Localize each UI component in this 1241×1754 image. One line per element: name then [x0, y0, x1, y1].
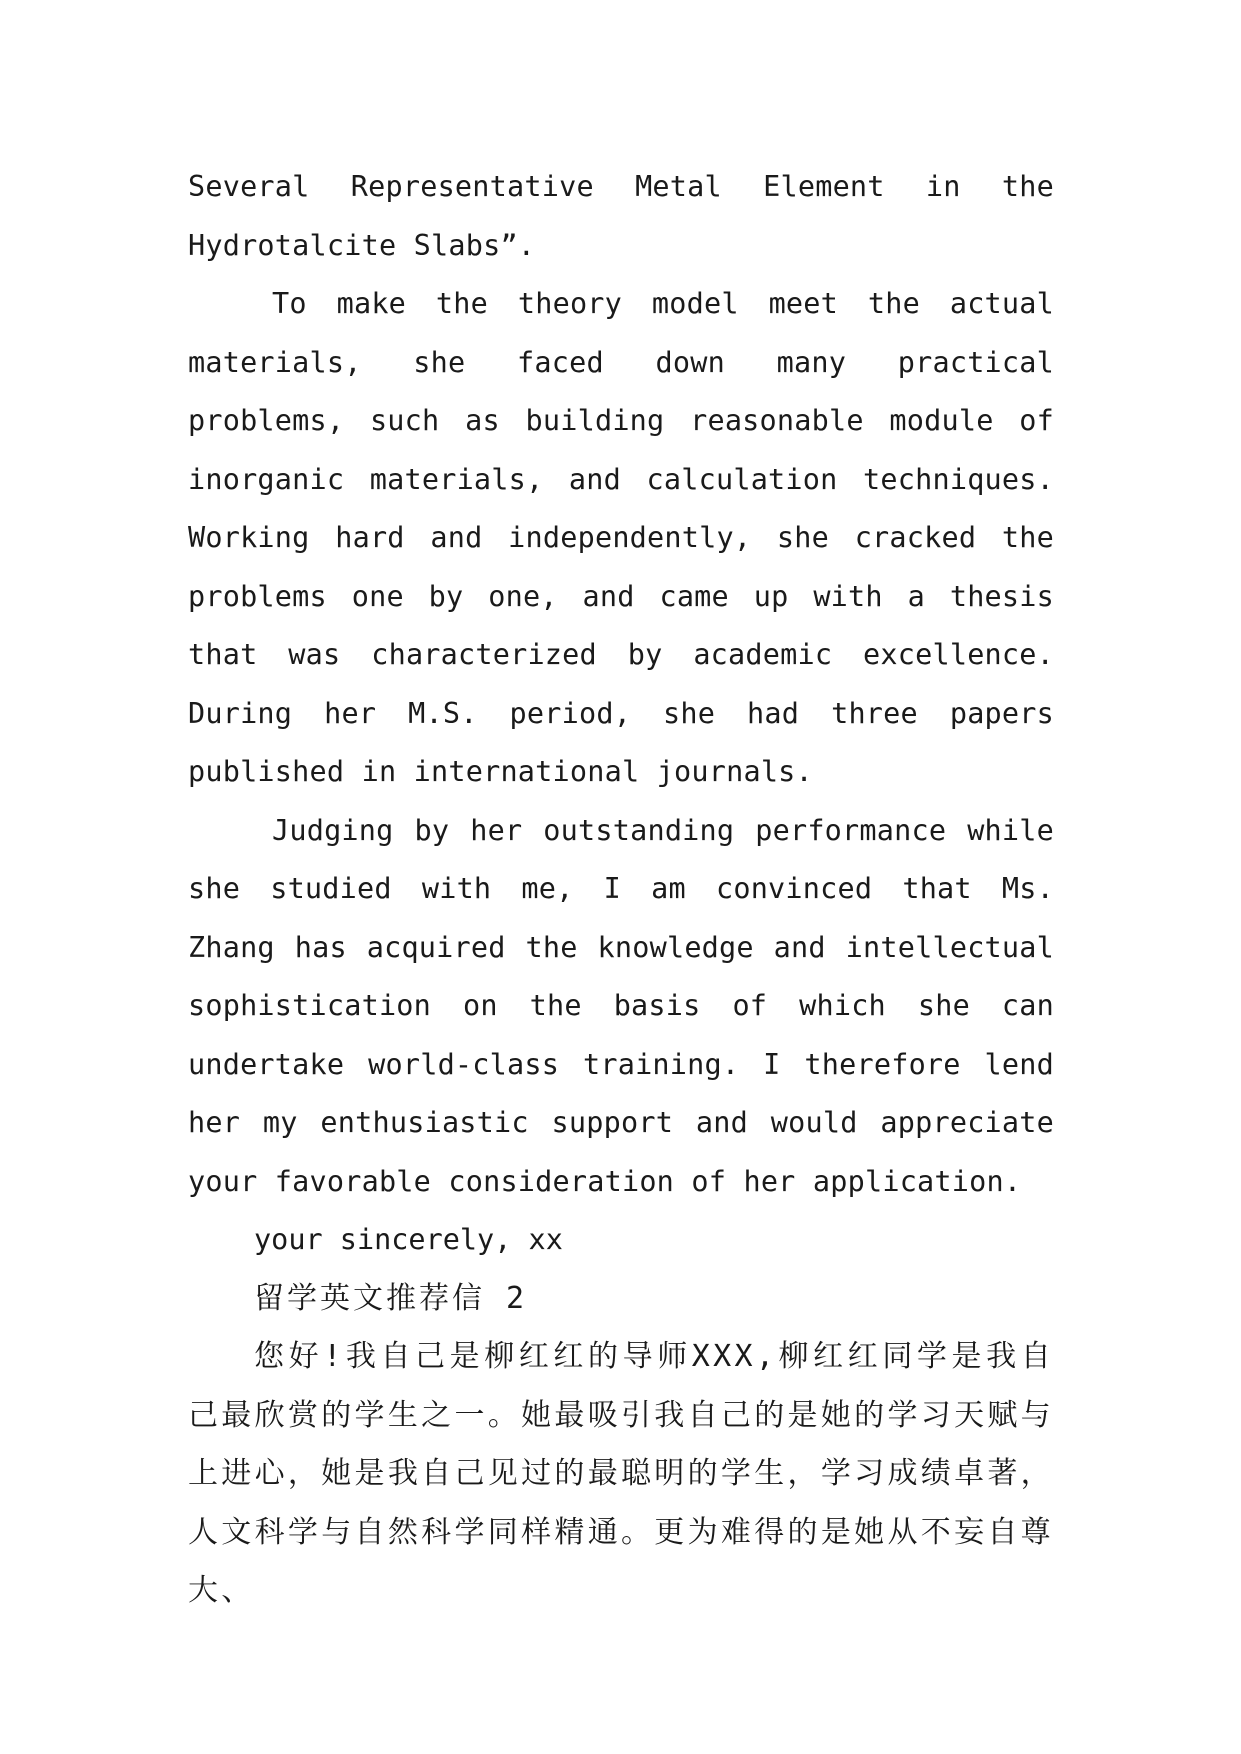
- paragraph-theory-model: To make the theory model meet the actual materials, she faced down many practical problems, such as building reasonable module of inorganic materials, and calculation techniques. Working hard and independently, she cracked the problems one by one, and came up with a thesis that was characterized by academic excellence. During her M.S. period, she had three papers published in international journals.: [188, 287, 1054, 788]
- paragraph-continued: Several Representative Metal Element in the Hydrotalcite Slabs”.: [188, 170, 1054, 262]
- paragraph-chinese: 您好!我自己是柳红红的导师XXX,柳红红同学是我自己最欣赏的学生之一。她最吸引我自己的是她的学习天赋与上进心，她是我自己见过的最聪明的学生，学习成绩卓著，人文科学与自然科学同样精通。更为难得的是她从不妄自尊大、: [188, 1339, 1054, 1608]
- document-body: [188, 158, 1054, 1621]
- closing-signature: your sincerely, xx: [254, 1223, 563, 1256]
- section-heading: 留学英文推荐信 2: [254, 1280, 528, 1316]
- paragraph-judging: Judging by her outstanding performance while she studied with me, I am convinced that Ms. Zhang has acquired the knowledge and intellectual sophistication on the basis of which she can undertake world-class training. I therefore lend her my enthusiastic support and would appreciate your favorable consideration of her application.: [188, 813, 1054, 1198]
